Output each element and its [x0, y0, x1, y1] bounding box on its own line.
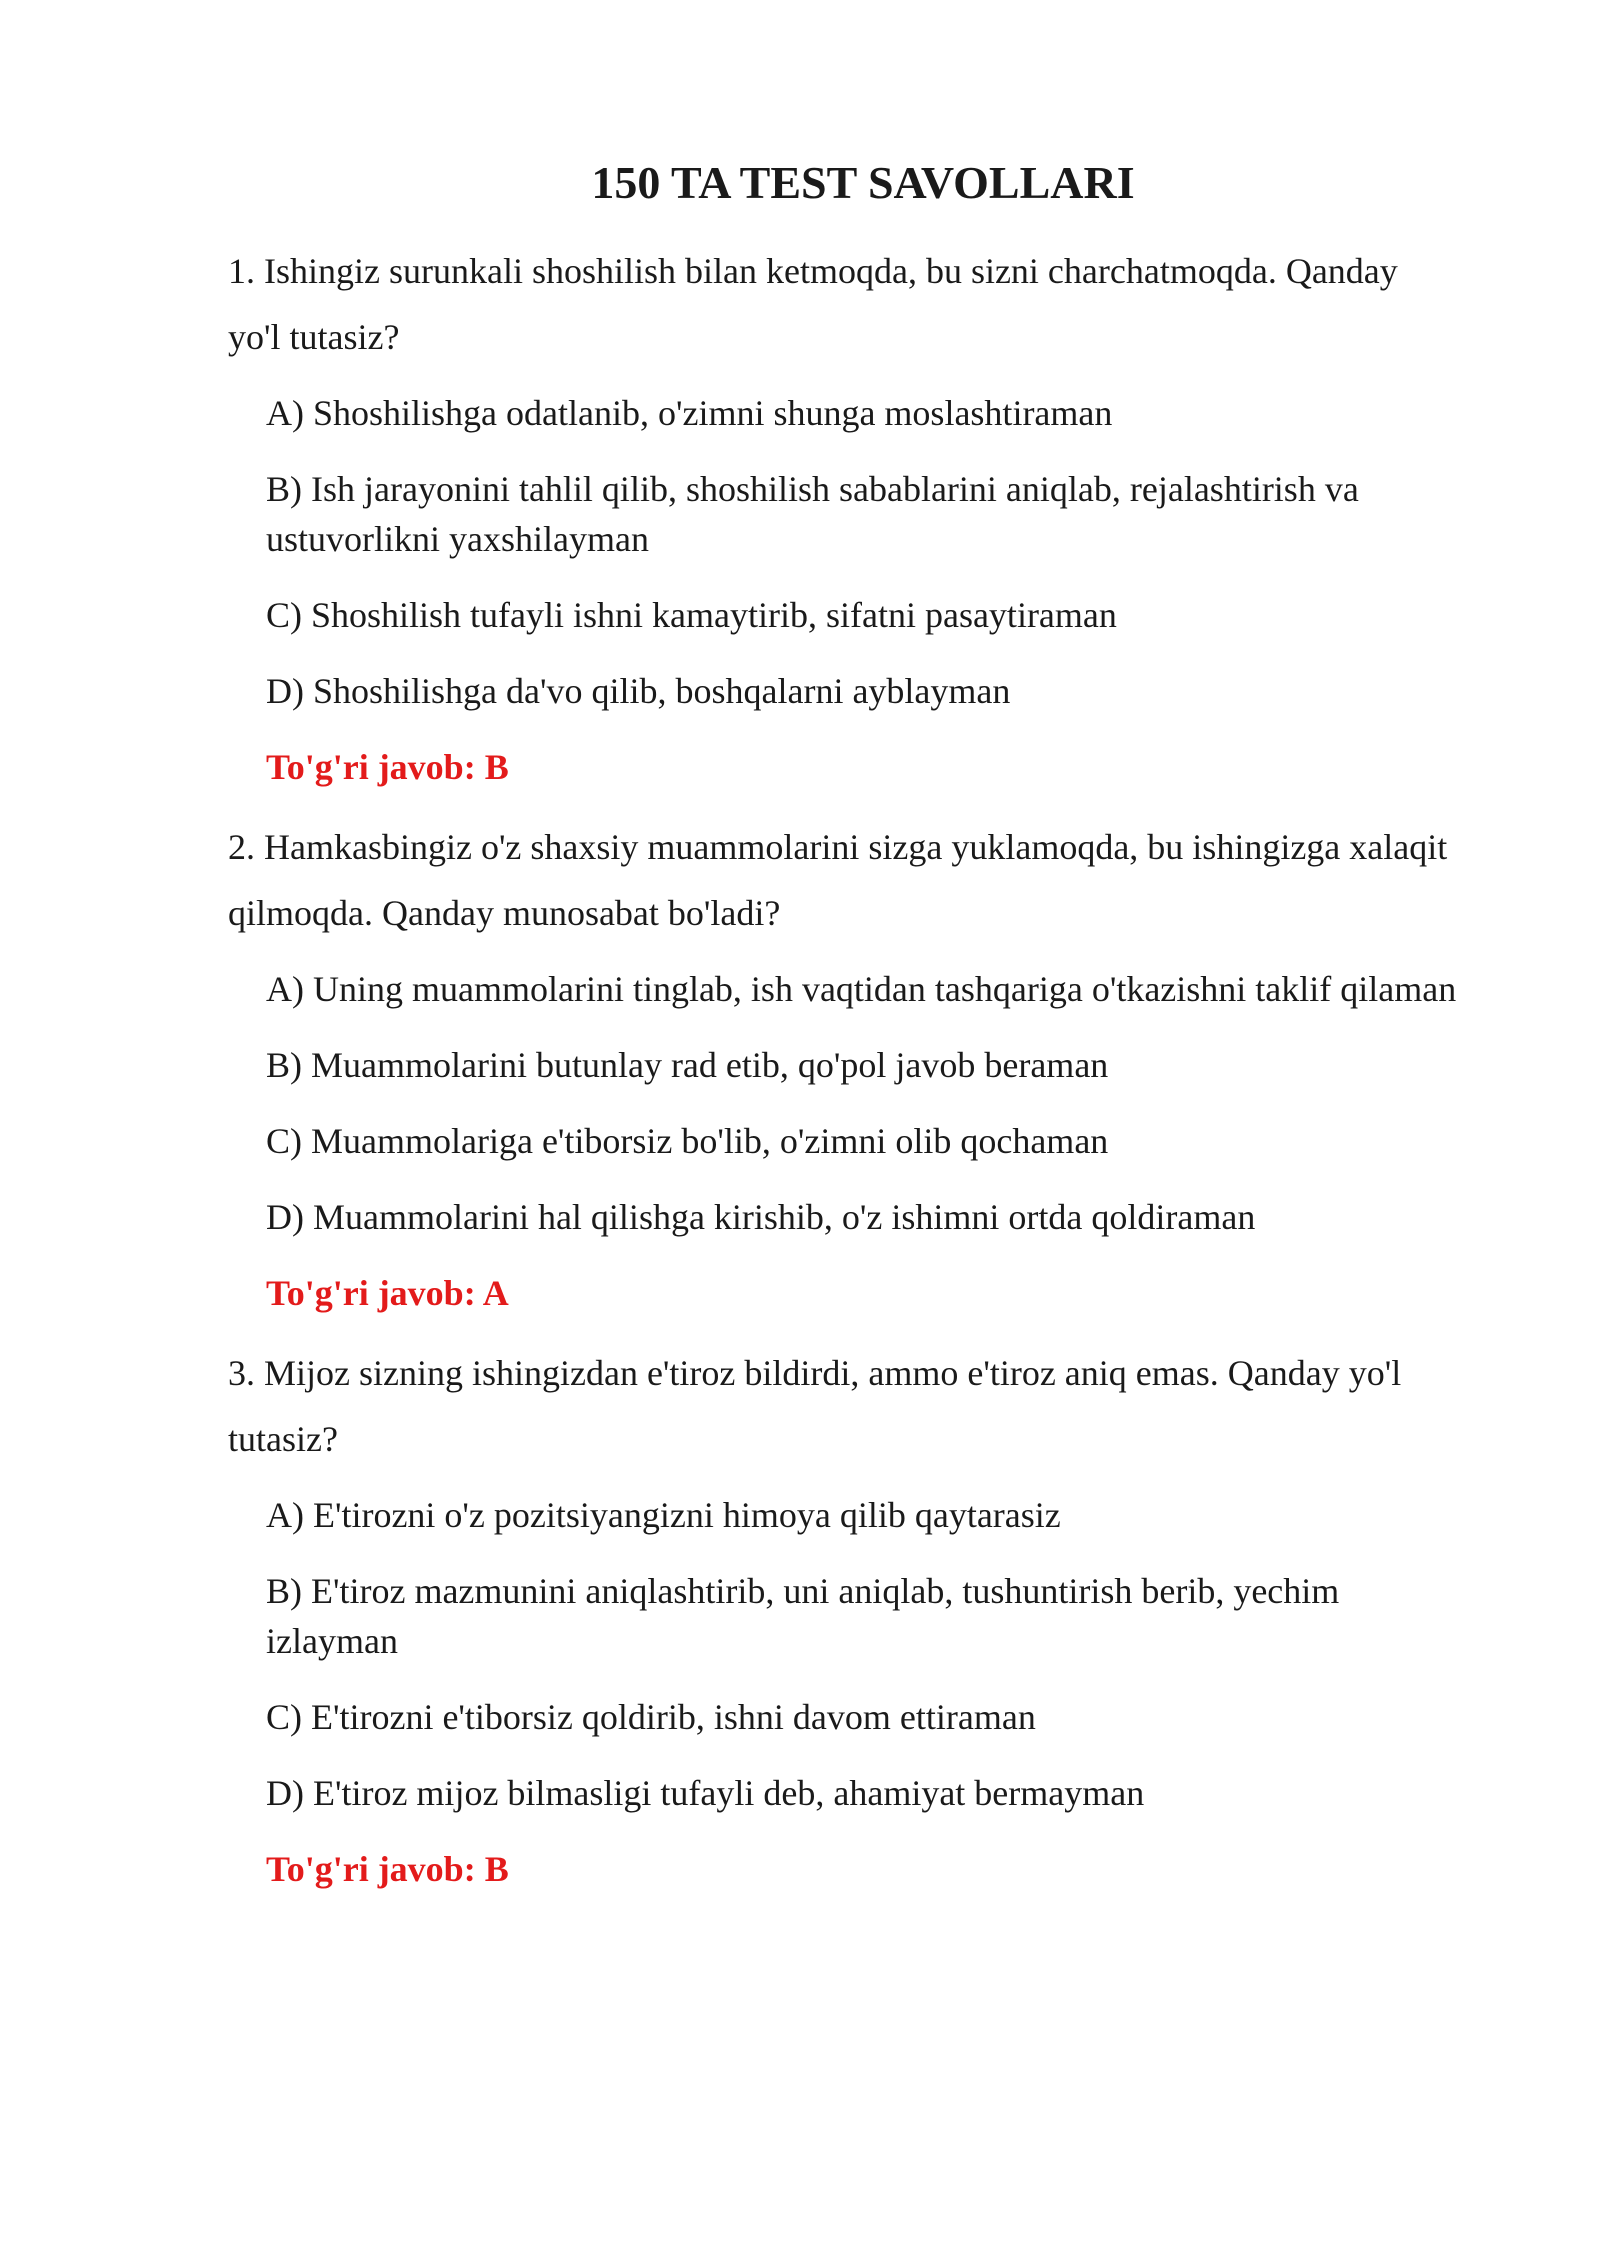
correct-answer: To'g'ri javob: B: [266, 1849, 509, 1889]
option-c: C) Shoshilish tufayli ishni kamaytirib, sifatni pasaytiraman: [266, 595, 1117, 635]
question-3: [228, 1340, 1458, 1894]
option-c: C) Muammolariga e'tiborsiz bo'lib, o'zimni olib qochaman: [266, 1121, 1109, 1161]
options-list: [228, 964, 1458, 1242]
option-a: A) Uning muammolarini tinglab, ish vaqtidan tashqariga o'tkazishni taklif qilaman: [266, 969, 1457, 1009]
option-d: D) Muammolarini hal qilishga kirishib, o'z ishimni ortda qoldiraman: [266, 1197, 1256, 1237]
document-title: 150 TA TEST SAVOLLARI: [591, 157, 1135, 208]
option-a: A) E'tirozni o'z pozitsiyangizni himoya qilib qaytarasiz: [266, 1495, 1061, 1535]
option-d: D) E'tiroz mijoz bilmasligi tufayli deb, ahamiyat bermayman: [266, 1773, 1145, 1813]
option-b: B) Muammolarini butunlay rad etib, qo'pol javob beraman: [266, 1045, 1109, 1085]
question-2: [228, 814, 1458, 1318]
question-text: 3. Mijoz sizning ishingizdan e'tiroz bildirdi, ammo e'tiroz aniq emas. Qanday yo'l tutasiz?: [228, 1353, 1402, 1459]
option-b: B) Ish jarayonini tahlil qilib, shoshilish sabablarini aniqlab, rejalashtirish va ustuvorlikni yaxshilayman: [266, 469, 1359, 559]
document-page: [228, 148, 1458, 1916]
option-d: D) Shoshilishga da'vo qilib, boshqalarni ayblayman: [266, 671, 1011, 711]
correct-answer: To'g'ri javob: B: [266, 747, 509, 787]
options-list: [228, 1490, 1458, 1818]
question-text: 1. Ishingiz surunkali shoshilish bilan ketmoqda, bu sizni charchatmoqda. Qanday yo'l tutasiz?: [228, 251, 1398, 357]
option-a: A) Shoshilishga odatlanib, o'zimni shunga moslashtiraman: [266, 393, 1113, 433]
correct-answer: To'g'ri javob: A: [266, 1273, 509, 1313]
option-c: C) E'tirozni e'tiborsiz qoldirib, ishni davom ettiraman: [266, 1697, 1036, 1737]
question-1: [228, 238, 1458, 792]
question-text: 2. Hamkasbingiz o'z shaxsiy muammolarini sizga yuklamoqda, bu ishingizga xalaqit qilmoqda. Qanday munosabat bo'ladi?: [228, 827, 1448, 933]
options-list: [228, 388, 1458, 716]
option-b: B) E'tiroz mazmunini aniqlashtirib, uni aniqlab, tushuntirish berib, yechim izlayman: [266, 1571, 1340, 1661]
